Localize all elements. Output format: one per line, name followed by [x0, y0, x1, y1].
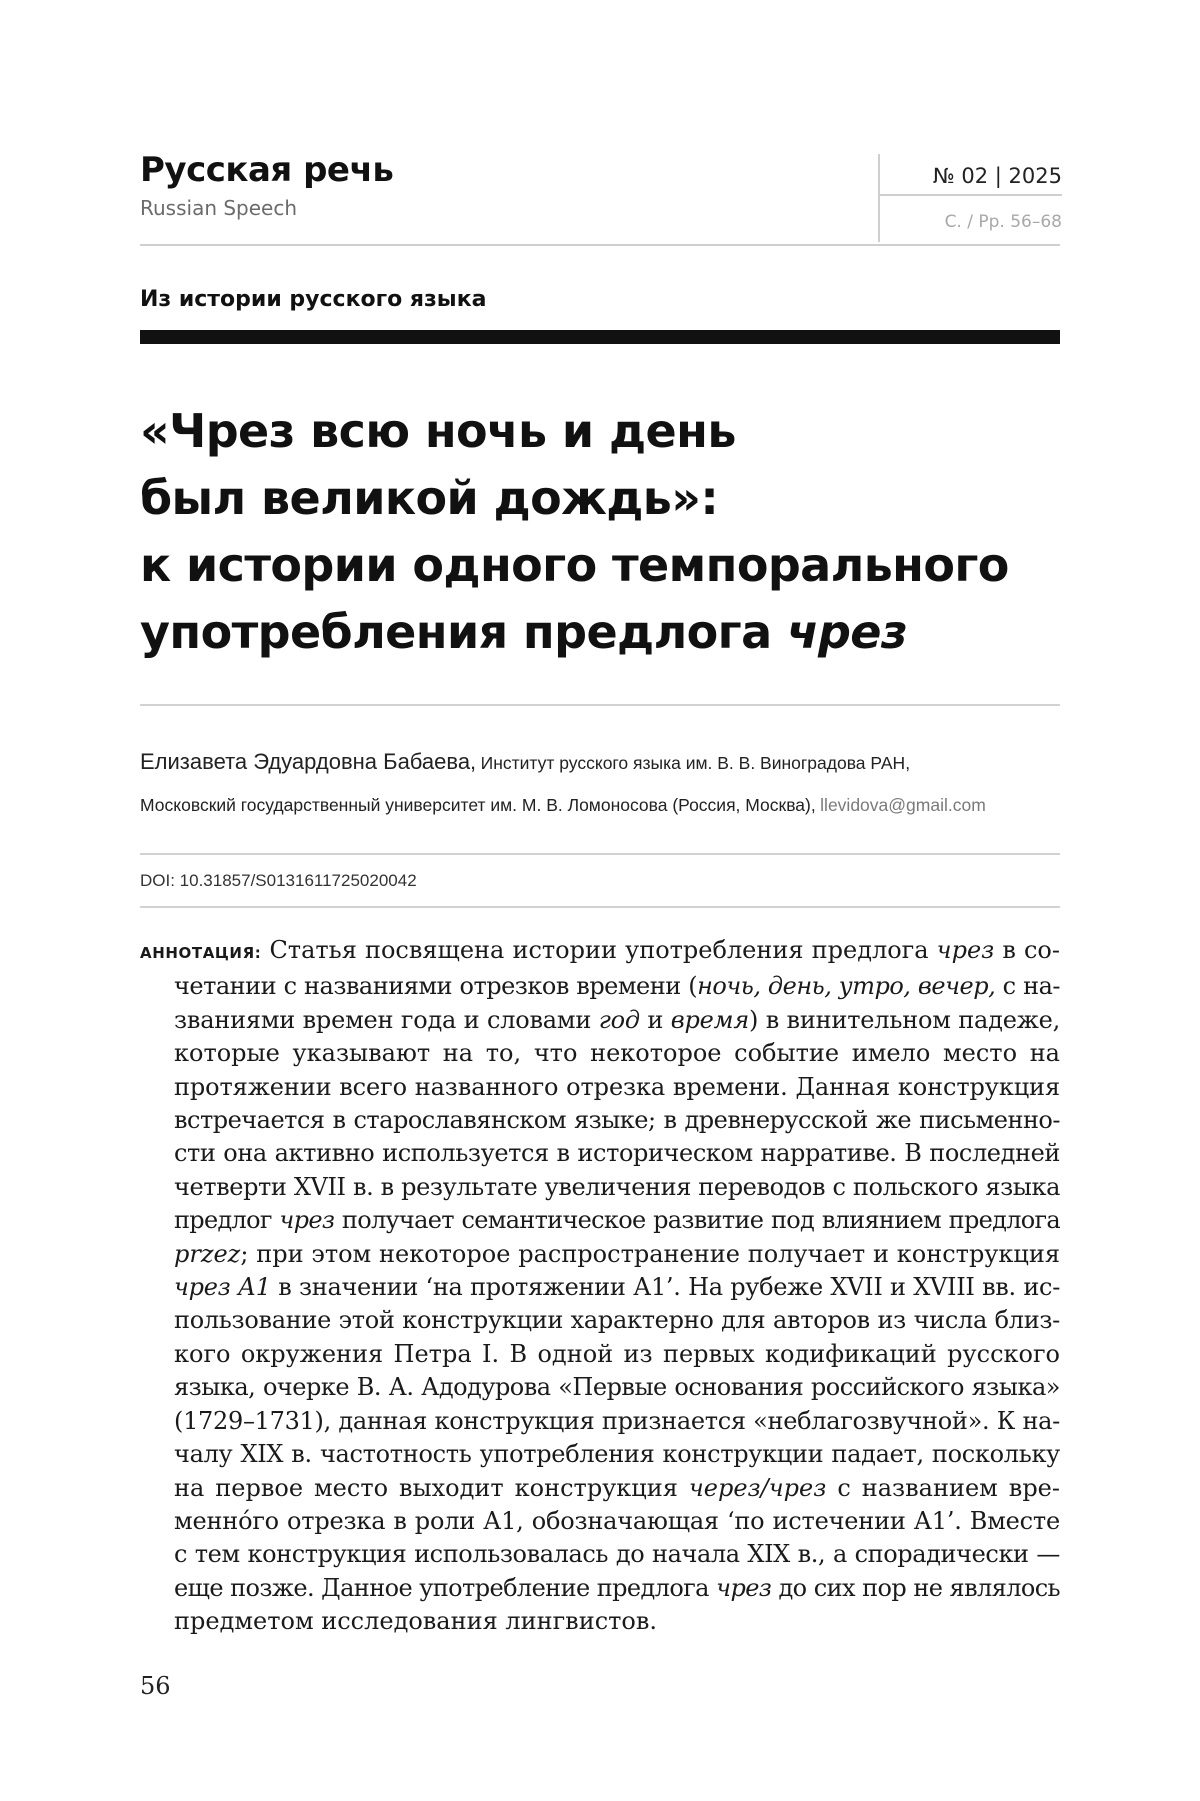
abstract-line: встречается в старославянском языке; в древнерусской же письменно- — [174, 1106, 1060, 1135]
affiliation: Московский государственный университет им. М. В. Ломоносова (Россия, Москва), — [140, 795, 816, 815]
masthead — [140, 150, 1060, 246]
abstract-line: сти она активно используется в историческом нарративе. В последней — [174, 1139, 1060, 1168]
abstract-italic: przez — [174, 1239, 241, 1268]
abstract-text: в со- — [994, 936, 1060, 964]
abstract-italic: чрез А1 — [174, 1273, 271, 1302]
title-line: «Чрез всю ночь и день — [140, 404, 736, 458]
abstract-text: ; при этом некоторое распространение получает и конструкция — [240, 1239, 1060, 1268]
title-line: к истории одного темпорального — [140, 538, 1009, 592]
issue-number: № 02 | 2025 — [932, 164, 1062, 188]
abstract-italic: ночь, день, утро, вечер, — [697, 972, 996, 1001]
issue-divider — [880, 194, 1062, 196]
page-number: 56 — [140, 1672, 171, 1700]
abstract-text: на первое место выходит конструкция — [174, 1473, 689, 1502]
abstract-line: четверти XVII в. в результате увеличения переводов с польского языка — [174, 1172, 1060, 1201]
abstract-line: (1729–1731), данная конструкция признается «неблагозвучной». К на- — [174, 1406, 1060, 1435]
section-title: Из истории русского языка — [140, 287, 487, 312]
abstract-text: предлог — [174, 1206, 280, 1235]
abstract-text: еще позже. Данное употребление предлога — [174, 1573, 717, 1602]
journal-title: Русская речь — [140, 150, 394, 190]
abstract-text: в значении ‘на протяжении А1’. На рубеже XVII и XVIII вв. ис- — [270, 1273, 1061, 1302]
abstract-text: до сих пор не являлось — [771, 1573, 1060, 1602]
divider — [140, 704, 1060, 706]
abstract-line: кого окружения Петра I. В одной из первых кодификаций русского — [174, 1339, 1060, 1368]
abstract-line: предметом исследования лингвистов. — [174, 1607, 657, 1636]
issue-box — [878, 154, 1062, 242]
abstract-italic: чрез — [936, 936, 995, 964]
author-name: Елизавета Эдуардовна Бабаева, — [140, 749, 477, 774]
abstract-line — [140, 970, 1060, 1003]
abstract-text: с названием вре- — [826, 1473, 1060, 1502]
abstract-line: протяжении всего названного отрезка времени. Данная конструкция — [174, 1072, 1060, 1101]
title-line: был великой дождь»: — [140, 471, 719, 525]
abstract-label: АННОТАЦИЯ: — [140, 944, 262, 962]
doi: DOI: 10.31857/S0131611725020042 — [140, 871, 417, 890]
author-line — [140, 785, 1060, 827]
abstract-text: с на- — [995, 972, 1060, 1001]
divider — [140, 906, 1060, 908]
abstract-italic: год — [598, 1005, 640, 1034]
abstract-text: ) в винительном падеже, — [749, 1005, 1061, 1034]
article-page — [140, 0, 1060, 1801]
abstract-line — [140, 1472, 1060, 1505]
abstract-text: четании с названиями отрезков времени ( — [174, 972, 698, 1001]
abstract-line: чалу XIX в. частотность употребления конструкции падает, поскольку — [174, 1440, 1060, 1469]
abstract-italic: чрез — [279, 1206, 335, 1235]
author-block — [140, 742, 1060, 827]
title-text: употребления предлога — [140, 605, 787, 659]
abstract-line — [140, 1572, 1060, 1605]
abstract-line — [140, 1271, 1060, 1304]
abstract-text: званиями времен года и словами — [174, 1005, 599, 1034]
abstract-text: получает семантическое развитие под влиянием предлога — [334, 1206, 1060, 1235]
section-rule — [140, 330, 1060, 344]
author-email-link[interactable]: llevidova@gmail.com — [820, 795, 986, 815]
abstract-line — [140, 1004, 1060, 1037]
abstract-text: Статья посвящена истории употребления предлога — [261, 936, 937, 964]
issue-pages: С. / Pp. 56–68 — [944, 212, 1062, 232]
abstract-line — [140, 1204, 1060, 1237]
divider — [140, 853, 1060, 855]
abstract-line — [140, 1238, 1060, 1271]
abstract-text: и — [639, 1005, 671, 1034]
abstract-line: менно́го отрезка в роли А1, обозначающая ‘по истечении А1’. Вместе — [174, 1506, 1060, 1535]
title-italic: чрез — [786, 605, 908, 659]
affiliation: Институт русского языка им. В. В. Виноградова РАН, — [480, 753, 911, 773]
journal-subtitle: Russian Speech — [140, 196, 298, 220]
abstract-line: пользование этой конструкции характерно для авторов из числа близ- — [174, 1306, 1060, 1335]
abstract-line: языка, очерке В. А. Адодурова «Первые основания российского языка» — [174, 1373, 1060, 1402]
title-line — [140, 599, 1060, 666]
author-line — [140, 742, 1060, 785]
abstract-line — [140, 934, 1060, 970]
abstract-italic: время — [670, 1005, 750, 1034]
abstract-line: которые указывают на то, что некоторое событие имело место на — [174, 1039, 1060, 1068]
article-title — [140, 398, 1060, 666]
abstract-italic: чрез — [716, 1573, 772, 1602]
abstract-italic: через/чрез — [688, 1473, 827, 1502]
abstract — [140, 934, 1060, 1639]
abstract-line: с тем конструкция использовалась до начала XIX в., а спорадически — — [174, 1540, 1060, 1569]
